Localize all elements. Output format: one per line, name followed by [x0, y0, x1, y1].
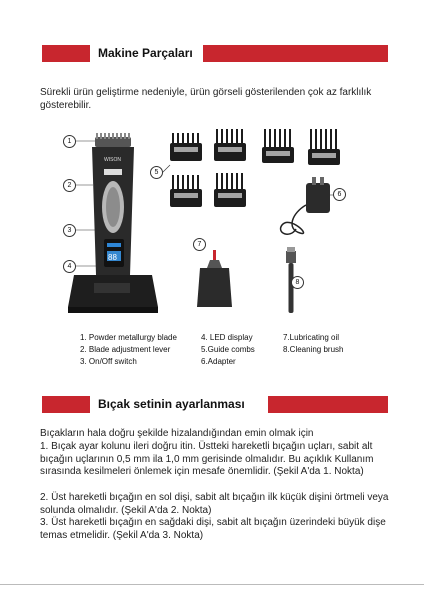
- callout-7: 7: [193, 238, 206, 251]
- display-readout: 88: [108, 253, 117, 262]
- legend-item: 2. Blade adjustment lever: [80, 345, 171, 354]
- body-paragraph: Bıçakların hala doğru şekilde hizalandığından emin olmak için: [40, 428, 314, 439]
- callout-8: 8: [291, 276, 304, 289]
- section2-header-bar-right: [268, 396, 388, 413]
- section1-header-bar-right: [200, 45, 388, 62]
- brand-text: WISON: [104, 157, 121, 163]
- callout-3: 3: [63, 224, 76, 237]
- legend-item: 5.Guide combs: [201, 345, 255, 354]
- section1-note: Sürekli ürün geliştirme nedeniyle, ürün görseli gösterilenden çok az farklılık gösterebilir.: [40, 87, 372, 111]
- adapter-image: [281, 177, 330, 234]
- legend-item: 8.Cleaning brush: [283, 345, 344, 354]
- page-bottom-rule: [0, 584, 424, 585]
- callout-4: 4: [63, 260, 76, 273]
- section2-header-bar-left: [42, 396, 90, 413]
- callout-1: 1: [63, 135, 76, 148]
- legend-item: 1. Powder metallurgy blade: [80, 333, 177, 342]
- legend-item: 7.Lubricating oil: [283, 333, 340, 342]
- body-paragraph: 1. Bıçak ayar kolunu ileri doğru itin. Üstteki hareketli bıçağın uçları, sabit alt bıçağın uçlarının 0,5 mm ila 1,0 mm gerisinde olmalıdır. Bu açıklık Kullanım sırasında kesilmeleri önlemek için mesafe önemlidir. (Şekil A'da 1. Nokta): [40, 441, 374, 477]
- legend-item: 4. LED display: [201, 333, 253, 342]
- legend-item: 3. On/Off switch: [80, 357, 137, 366]
- legend-item: 6.Adapter: [201, 357, 236, 366]
- body-paragraph: 2. Üst hareketli bıçağın en sol dişi, sabit alt bıçağın ilk küçük dişini örtmeli veya solunda olmalıdır. (Şekil A'da 2. Nokta): [40, 492, 389, 516]
- body-paragraph: 3. Üst hareketli bıçağın en sağdaki dişi, sabit alt bıçağın üzerindeki büyük dişe temas etmelidir. (Şekil A'da 3. Nokta): [40, 517, 386, 541]
- callout-5: 5: [150, 166, 163, 179]
- section2-title: Bıçak setinin ayarlanması: [90, 396, 255, 413]
- lubricating-oil-image: [197, 250, 232, 307]
- callout-6: 6: [333, 188, 346, 201]
- section1-header-bar-left: [42, 45, 90, 62]
- callout-2: 2: [63, 179, 76, 192]
- section1-title: Makine Parçaları: [90, 45, 203, 62]
- product-parts-diagram: [0, 125, 424, 425]
